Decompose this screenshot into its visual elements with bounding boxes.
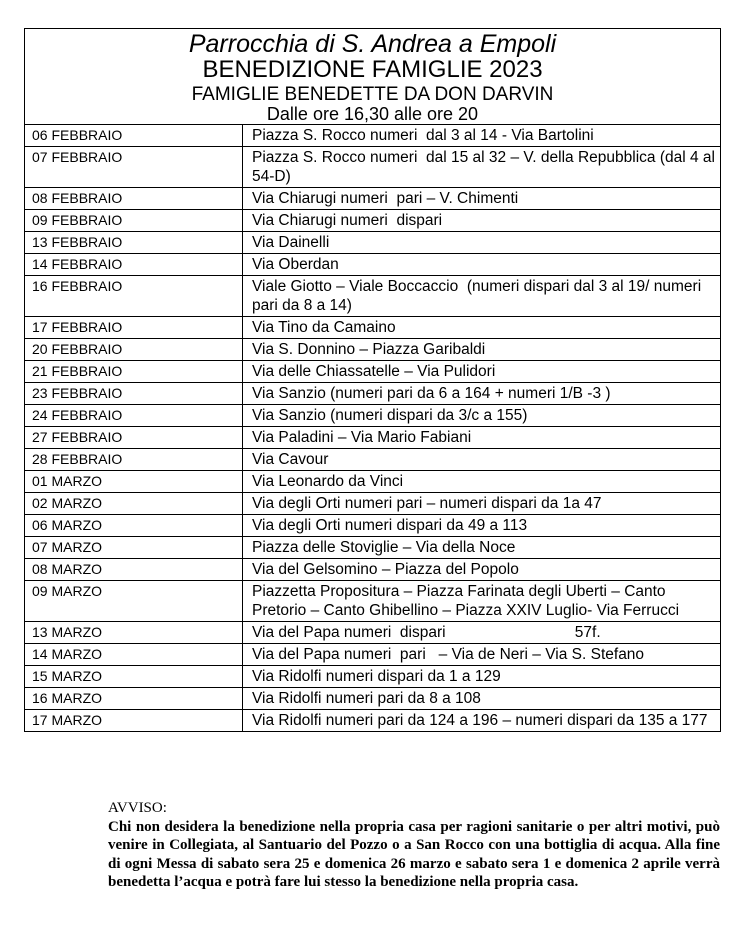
row-streets: Via Oberdan xyxy=(243,254,721,276)
row-streets: Via Chiarugi numeri dispari xyxy=(243,210,721,232)
row-streets: Viale Giotto – Viale Boccaccio (numeri dispari dal 3 al 19/ numeri pari da 8 a 14) xyxy=(243,276,721,317)
schedule-document xyxy=(24,28,721,732)
table-row xyxy=(25,361,720,383)
table-row xyxy=(25,581,720,622)
row-date: 17 FEBBRAIO xyxy=(25,317,243,339)
row-streets: Piazza S. Rocco numeri dal 3 al 14 - Via Bartolini xyxy=(243,125,721,147)
notice xyxy=(108,799,720,892)
table-row xyxy=(25,644,720,666)
table-row xyxy=(25,210,720,232)
row-streets: Via delle Chiassatelle – Via Pulidori xyxy=(243,361,721,383)
table-row xyxy=(25,125,720,147)
row-streets: Via Cavour xyxy=(243,449,721,471)
row-date: 15 MARZO xyxy=(25,666,243,688)
row-streets: Piazza delle Stoviglie – Via della Noce xyxy=(243,537,721,559)
row-date: 28 FEBBRAIO xyxy=(25,449,243,471)
row-streets: Via Dainelli xyxy=(243,232,721,254)
row-streets: Via Ridolfi numeri pari da 8 a 108 xyxy=(243,688,721,710)
row-date: 09 FEBBRAIO xyxy=(25,210,243,232)
row-date: 06 MARZO xyxy=(25,515,243,537)
row-streets: Via Chiarugi numeri pari – V. Chimenti xyxy=(243,188,721,210)
row-streets: Via del Papa numeri dispari 57f. xyxy=(243,622,721,644)
row-date: 23 FEBBRAIO xyxy=(25,383,243,405)
table-row xyxy=(25,339,720,361)
table-row xyxy=(25,254,720,276)
row-streets: Via Sanzio (numeri dispari da 3/c a 155) xyxy=(243,405,721,427)
row-streets: Via Leonardo da Vinci xyxy=(243,471,721,493)
table-row xyxy=(25,232,720,254)
table-row xyxy=(25,317,720,339)
row-date: 16 FEBBRAIO xyxy=(25,276,243,317)
table-row xyxy=(25,537,720,559)
row-date: 17 MARZO xyxy=(25,710,243,732)
table-row xyxy=(25,276,720,317)
row-date: 08 FEBBRAIO xyxy=(25,188,243,210)
table-row xyxy=(25,147,720,188)
table-row xyxy=(25,188,720,210)
row-date: 21 FEBBRAIO xyxy=(25,361,243,383)
row-streets: Via Tino da Camaino xyxy=(243,317,721,339)
schedule-table xyxy=(25,124,720,731)
hours-line: Dalle ore 16,30 alle ore 20 xyxy=(266,104,479,125)
parish-name: Parrocchia di S. Andrea a Empoli xyxy=(188,30,557,58)
page-subtitle: FAMIGLIE BENEDETTE DA DON DARVIN xyxy=(191,84,554,106)
row-date: 07 FEBBRAIO xyxy=(25,147,243,188)
document-header xyxy=(25,29,720,124)
row-streets: Via del Gelsomino – Piazza del Popolo xyxy=(243,559,721,581)
row-date: 13 FEBBRAIO xyxy=(25,232,243,254)
row-streets: Via S. Donnino – Piazza Garibaldi xyxy=(243,339,721,361)
table-row xyxy=(25,449,720,471)
row-date: 09 MARZO xyxy=(25,581,243,622)
row-date: 24 FEBBRAIO xyxy=(25,405,243,427)
row-date: 02 MARZO xyxy=(25,493,243,515)
table-row xyxy=(25,493,720,515)
row-date: 07 MARZO xyxy=(25,537,243,559)
row-streets: Via degli Orti numeri pari – numeri dispari da 1a 47 xyxy=(243,493,721,515)
row-date: 01 MARZO xyxy=(25,471,243,493)
row-date: 27 FEBBRAIO xyxy=(25,427,243,449)
row-date: 08 MARZO xyxy=(25,559,243,581)
table-row xyxy=(25,666,720,688)
row-date: 13 MARZO xyxy=(25,622,243,644)
row-streets: Via Ridolfi numeri pari da 124 a 196 – numeri dispari da 135 a 177 xyxy=(243,710,721,732)
row-streets: Via Ridolfi numeri dispari da 1 a 129 xyxy=(243,666,721,688)
row-streets: Via Paladini – Via Mario Fabiani xyxy=(243,427,721,449)
row-date: 16 MARZO xyxy=(25,688,243,710)
table-row xyxy=(25,515,720,537)
row-date: 06 FEBBRAIO xyxy=(25,125,243,147)
notice-title: AVVISO: xyxy=(108,800,167,816)
page-title: BENEDIZIONE FAMIGLIE 2023 xyxy=(202,56,543,84)
row-date: 14 MARZO xyxy=(25,644,243,666)
table-row xyxy=(25,559,720,581)
table-row xyxy=(25,471,720,493)
row-streets: Piazza S. Rocco numeri dal 15 al 32 – V. della Repubblica (dal 4 al 54-D) xyxy=(243,147,721,188)
table-row xyxy=(25,622,720,644)
row-streets: Via del Papa numeri pari – Via de Neri – Via S. Stefano xyxy=(243,644,721,666)
table-row xyxy=(25,710,720,732)
row-date: 14 FEBBRAIO xyxy=(25,254,243,276)
row-streets: Piazzetta Propositura – Piazza Farinata degli Uberti – Canto Pretorio – Canto Ghibellino – Piazza XXIV Luglio- Via Ferrucci xyxy=(243,581,721,622)
table-row xyxy=(25,405,720,427)
row-streets: Via degli Orti numeri dispari da 49 a 113 xyxy=(243,515,721,537)
row-streets: Via Sanzio (numeri pari da 6 a 164 + numeri 1/B -3 ) xyxy=(243,383,721,405)
notice-text: Chi non desidera la benedizione nella propria casa per ragioni sanitarie o per altri motivi, può venire in Collegiata, al Santuario del Pozzo o a San Rocco con una bottiglia di acqua. Alla fine di ogni Messa di sabato sera 25 e domenica 26 marzo e sabato sera 1 e domenica 2 aprile verrà benedetta l’acqua e potrà fare lui stesso la benedizione nella propria casa. xyxy=(108,818,720,890)
row-date: 20 FEBBRAIO xyxy=(25,339,243,361)
table-row xyxy=(25,688,720,710)
table-row xyxy=(25,427,720,449)
table-row xyxy=(25,383,720,405)
